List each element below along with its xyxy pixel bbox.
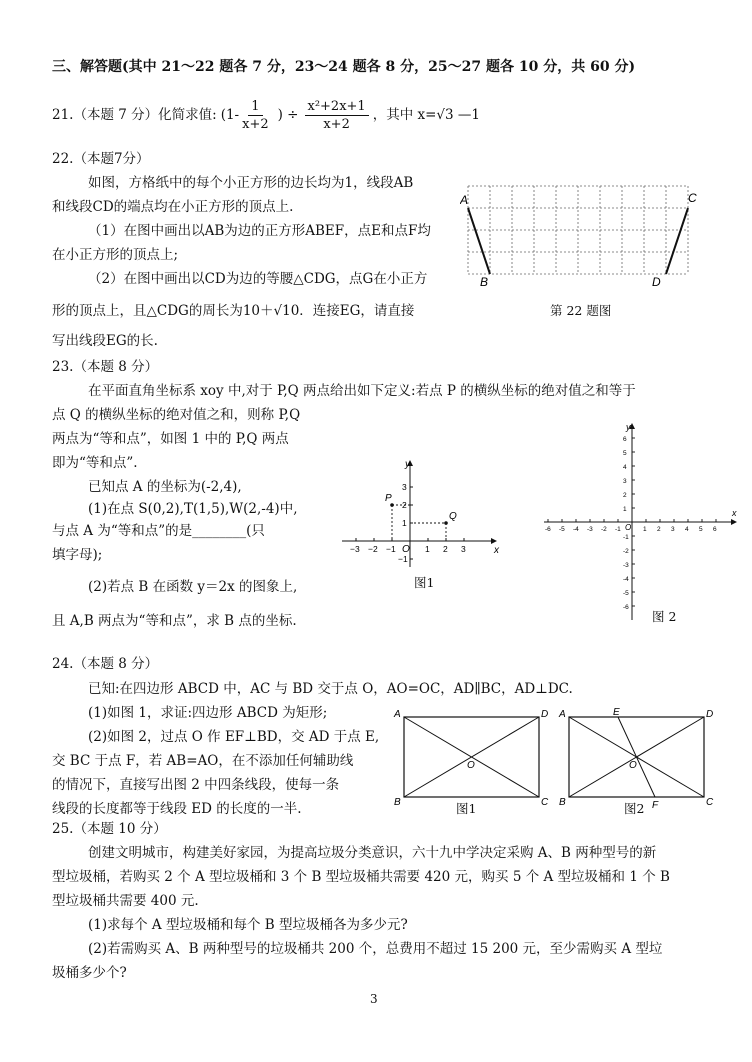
svg-text:4: 4 (685, 526, 689, 533)
q24-text-6: 线段的长度都等于线段 ED 的长度的一半. (52, 801, 302, 817)
q25-label: 25.（本题 10 分） (52, 821, 167, 837)
svg-text:-4: -4 (573, 526, 579, 533)
q23-fig1 (336, 455, 504, 570)
svg-text:6: 6 (623, 436, 627, 443)
q21-frac1 (239, 98, 272, 133)
q22-label: 22.（本题7分） (52, 151, 150, 167)
point-a-label: A (460, 193, 469, 207)
q25-text-1: 创建文明城市，构建美好家园，为提高垃圾分类意识，六十九中学决定采购 A、B 两种型号的新 (88, 845, 657, 861)
q23-fig2-caption: 图 2 (652, 609, 677, 624)
svg-text:4: 4 (623, 464, 627, 471)
q21-frac1-den: x+2 (242, 116, 269, 132)
svg-text:-5: -5 (623, 590, 629, 597)
q24-text-1: 已知:在四边形 ABCD 中，AC 与 BD 交于点 O，AO=OC，AD∥BC，AD⊥DC. (88, 681, 573, 697)
svg-text:A: A (394, 709, 401, 720)
svg-text:1: 1 (402, 518, 407, 528)
svg-text:-6: -6 (545, 526, 551, 533)
q23-text-3: 两点为“等和点”，如图 1 中的 P,Q 两点 (52, 431, 289, 447)
q22-text-2: 和线段CD的端点均在小正方形的顶点上. (52, 199, 294, 215)
svg-text:−3: −3 (350, 544, 360, 554)
q25-text-5: (2)若需购买 A、B 两种型号的垃圾桶共 200 个，总费用不超过 15 200 元，至少需购买 A 型垃 (88, 941, 663, 957)
q21-div: ) ÷ (277, 107, 299, 123)
svg-text:O: O (467, 760, 475, 771)
svg-text:O: O (625, 523, 632, 532)
q23-text-9: (2)若点 B 在函数 y＝2x 的图象上, (88, 579, 298, 595)
q23-text-7: 与点 A 为“等和点”的是________(只 (52, 523, 265, 539)
segment-cd (666, 208, 688, 274)
svg-text:-2: -2 (623, 548, 629, 555)
svg-text:2: 2 (402, 500, 407, 510)
q25-text-4: (1)求每个 A 型垃圾桶和每个 B 型垃圾桶各为多少元? (88, 917, 408, 933)
q21-open: (1- (220, 107, 240, 123)
svg-text:x: x (732, 508, 737, 518)
svg-text:O: O (629, 760, 637, 771)
q23-label: 23.（本题 8 分） (52, 359, 159, 375)
q22-text-7: 写出线段EG的长. (52, 333, 158, 349)
q21-frac2-den: x+2 (323, 116, 350, 132)
svg-text:-1: -1 (615, 526, 621, 533)
svg-text:3: 3 (402, 482, 407, 492)
svg-text:3: 3 (623, 478, 627, 485)
q23-text-4: 即为“等和点”. (52, 455, 138, 471)
svg-text:5: 5 (623, 450, 627, 457)
svg-text:D: D (541, 709, 549, 720)
q21-cond: ，其中 x=√3 —1 (372, 107, 480, 123)
q22-caption: 第 22 题图 (550, 303, 612, 318)
q24-text-4: 交 BC 于点 F，若 AB=AO，在不添加任何辅助线 (52, 753, 354, 769)
svg-text:O: O (402, 544, 410, 555)
svg-text:−1: −1 (386, 544, 396, 554)
q24-fig1 (392, 705, 552, 813)
svg-text:-1: -1 (623, 534, 629, 541)
segment-ab (468, 208, 490, 274)
svg-text:2: 2 (443, 544, 448, 554)
svg-text:C: C (541, 797, 549, 808)
q23-text-1: 在平面直角坐标系 xoy 中,对于 P,Q 两点给出如下定义:若点 P 的横纵坐标的绝对值之和等于 (88, 383, 636, 399)
q22-text-1: 如图，方格纸中的每个小正方形的边长均为1，线段AB (88, 175, 414, 191)
q22-grid-figure (460, 178, 700, 298)
q23-fig1-caption: 图1 (414, 575, 435, 590)
q21-label: 21.（本题 7 分）化简求值: (52, 107, 217, 123)
q21-frac1-num: 1 (248, 98, 262, 116)
point-c-label: C (688, 191, 697, 205)
q22-text-4: 在小正方形的顶点上; (52, 247, 179, 263)
q21-frac2 (305, 98, 369, 133)
q22-text-6: 形的顶点上，且△CDG的周长为10＋√10．连接EG，请直接 (52, 303, 415, 319)
q21-line (52, 92, 480, 138)
q23-text-10: 且 A,B 两点为“等和点”，求 B 点的坐标. (52, 613, 297, 629)
svg-text:-3: -3 (587, 526, 593, 533)
svg-text:B: B (559, 797, 566, 808)
q24-fig1-caption: 图1 (456, 801, 477, 816)
svg-text:5: 5 (699, 526, 703, 533)
q24-fig2 (557, 705, 722, 813)
q22-text-5: （2）在图中画出以CD为边的等腰△CDG，点G在小正方 (88, 271, 428, 287)
svg-text:-5: -5 (559, 526, 565, 533)
svg-text:y: y (405, 459, 410, 470)
q22-text-3: （1）在图中画出以AB为边的正方形ABEF，点E和点F均 (88, 223, 431, 239)
svg-text:2: 2 (623, 492, 627, 499)
svg-text:1: 1 (425, 544, 430, 554)
q23-text-5: 已知点 A 的坐标为(-2,4), (88, 479, 242, 495)
svg-text:A: A (559, 709, 566, 720)
q25-text-6: 圾桶多少个? (52, 965, 127, 981)
q25-text-2: 型垃圾桶，若购买 2 个 A 型垃圾桶和 3 个 B 型垃圾桶共需要 420 元，购买 5 个 A 型垃圾桶和 1 个 B (52, 869, 670, 885)
svg-text:-3: -3 (623, 562, 629, 569)
svg-text:-6: -6 (623, 604, 629, 611)
svg-text:Q: Q (449, 511, 457, 522)
point-b-label: B (480, 275, 489, 289)
svg-text:B: B (394, 797, 401, 808)
q23-text-6: (1)在点 S(0,2),T(1,5),W(2,-4)中, (88, 501, 298, 517)
svg-text:2: 2 (657, 526, 661, 533)
svg-text:−1: −1 (398, 554, 408, 564)
svg-text:D: D (706, 709, 714, 720)
q24-text-5: 的情况下，直接写出图 2 中四条线段，使每一条 (52, 777, 340, 793)
svg-text:P: P (385, 493, 392, 504)
q23-text-2: 点 Q 的横纵坐标的绝对值之和，则称 P,Q (52, 407, 301, 423)
q23-fig2 (540, 420, 740, 625)
q24-text-3: (2)如图 2，过点 O 作 EF⊥BD，交 AD 于点 E, (88, 729, 380, 745)
svg-text:-4: -4 (623, 576, 629, 583)
svg-text:1: 1 (623, 506, 627, 513)
svg-text:6: 6 (713, 526, 717, 533)
q23-text-8: 填字母); (52, 547, 103, 563)
svg-text:3: 3 (671, 526, 675, 533)
svg-text:3: 3 (461, 544, 466, 554)
svg-text:-2: -2 (601, 526, 607, 533)
svg-text:C: C (706, 797, 714, 808)
svg-text:x: x (494, 545, 499, 556)
point-d-label: D (652, 275, 661, 289)
svg-text:E: E (613, 707, 620, 718)
q24-text-2: (1)如图 1，求证:四边形 ABCD 为矩形; (88, 705, 328, 721)
section-heading: 三、解答题(其中 21～22 题各 7 分，23～24 题各 8 分，25～27 题各 10 分，共 60 分) (52, 59, 636, 75)
svg-text:1: 1 (643, 526, 647, 533)
svg-text:F: F (652, 800, 659, 811)
svg-text:−2: −2 (368, 544, 378, 554)
q24-label: 24.（本题 8 分） (52, 656, 159, 672)
page-number: 3 (370, 992, 378, 1006)
q21-frac2-num: x²+2x+1 (305, 98, 369, 116)
q24-fig2-caption: 图2 (624, 801, 645, 816)
svg-text:y: y (626, 422, 631, 432)
q25-text-3: 型垃圾桶共需要 400 元. (52, 893, 199, 909)
